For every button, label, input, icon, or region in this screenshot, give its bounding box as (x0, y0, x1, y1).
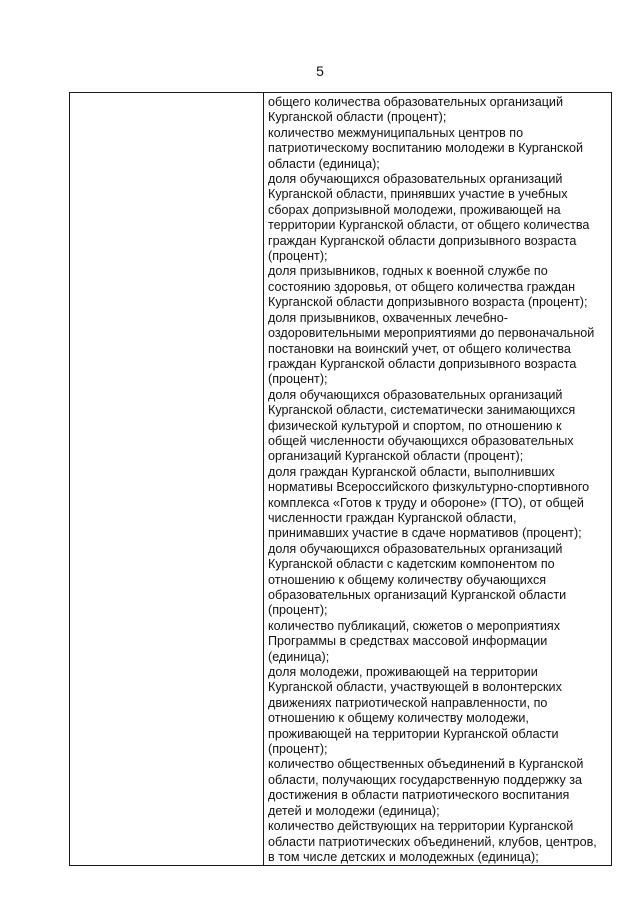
text-line: комплекса «Готов к труду и обороне» (ГТО), от общей (268, 495, 584, 510)
text-line: образовательных организаций Курганской области (268, 588, 567, 602)
text-line: отношению к общему количеству молодежи, (268, 711, 529, 726)
text-line: достижения в области патриотического воспитания (268, 788, 570, 803)
text-line: Программы в средствах массовой информации (268, 634, 548, 649)
text-line: сборах допризывной молодежи, проживающей на (268, 202, 561, 217)
text-line: общего количества образовательных организаций (268, 95, 564, 109)
text-line: (процент); (268, 372, 328, 387)
page-number: 5 (316, 63, 324, 79)
text-line: патриотическому воспитанию молодежи в Курганской (268, 141, 583, 156)
text-line: доля обучающихся образовательных организаций (268, 387, 563, 402)
text-line: состоянию здоровья, от общего количества граждан (268, 279, 576, 294)
text-line: граждан Курганской области допризывного возраста (268, 233, 577, 248)
text-line: количество межмуниципальных центров по (268, 125, 524, 140)
text-line: физической культурой и спортом, по отношению к (268, 418, 562, 433)
text-line: нормативы Всероссийского физкультурно-спортивного (268, 480, 590, 495)
table-row (70, 93, 612, 866)
text-line: Курганской области с кадетским компонентом по (268, 557, 555, 572)
text-line: оздоровительными мероприятиями до первоначальной (268, 326, 595, 341)
text-line: области, получающих государственную поддержку за (268, 772, 583, 787)
text-line: доля граждан Курганской области, выполнивших (268, 464, 555, 479)
text-line: доля обучающихся образовательных организаций (268, 172, 563, 187)
text-line: численности граждан Курганской области, (268, 510, 517, 525)
text-line: доля призывников, охваченных лечебно- (268, 310, 508, 325)
text-line: в том числе детских и молодежных (единица); (268, 849, 539, 864)
text-line: Курганской области, систематически занимающихся (268, 403, 576, 418)
document-table (69, 92, 612, 866)
text-line: доля призывников, годных к военной службе по (268, 264, 548, 279)
text-line: отношению к общему количеству обучающихся (268, 572, 547, 587)
text-line: организаций Курганской области (процент); (268, 449, 524, 464)
table-cell-left (70, 93, 264, 866)
text-line: Курганской области, принявших участие в учебных (268, 187, 568, 202)
text-line: области (единица); (268, 156, 380, 171)
text-line: Курганской области (процент); (268, 110, 447, 125)
text-line: Курганской области допризывного возраста (процент); (268, 295, 588, 310)
text-line: принимавших участие в сдаче нормативов (процент); (268, 526, 582, 541)
text-line: детей и молодежи (единица); (268, 803, 440, 818)
text-line: территории Курганской области, от общего количества (268, 218, 590, 233)
text-line: количество публикаций, сюжетов о мероприятиях (268, 618, 561, 633)
indicator-list (264, 93, 611, 865)
text-line: доля молодежи, проживающей на территории (268, 665, 538, 680)
text-line: доля обучающихся образовательных организаций (268, 541, 563, 556)
table-cell-right (264, 93, 612, 866)
text-line: общей численности обучающихся образовательных (268, 433, 574, 448)
text-line: (процент); (268, 742, 328, 757)
text-line: количество общественных объединений в Курганской (268, 757, 584, 772)
text-line: граждан Курганской области допризывного возраста (268, 356, 577, 371)
text-line: Курганской области, участвующей в волонтерских (268, 680, 562, 695)
text-line: (единица); (268, 649, 330, 664)
text-line: (процент); (268, 249, 328, 264)
text-line: (процент); (268, 603, 328, 618)
text-line: области патриотических объединений, клубов, центров, (268, 834, 597, 849)
text-line: количество действующих на территории Курганской (268, 819, 574, 834)
text-line: движениях патриотической направленности, по (268, 695, 548, 710)
text-line: постановки на воинский учет, от общего количества (268, 341, 571, 356)
text-line: проживающей на территории Курганской области (268, 726, 559, 741)
